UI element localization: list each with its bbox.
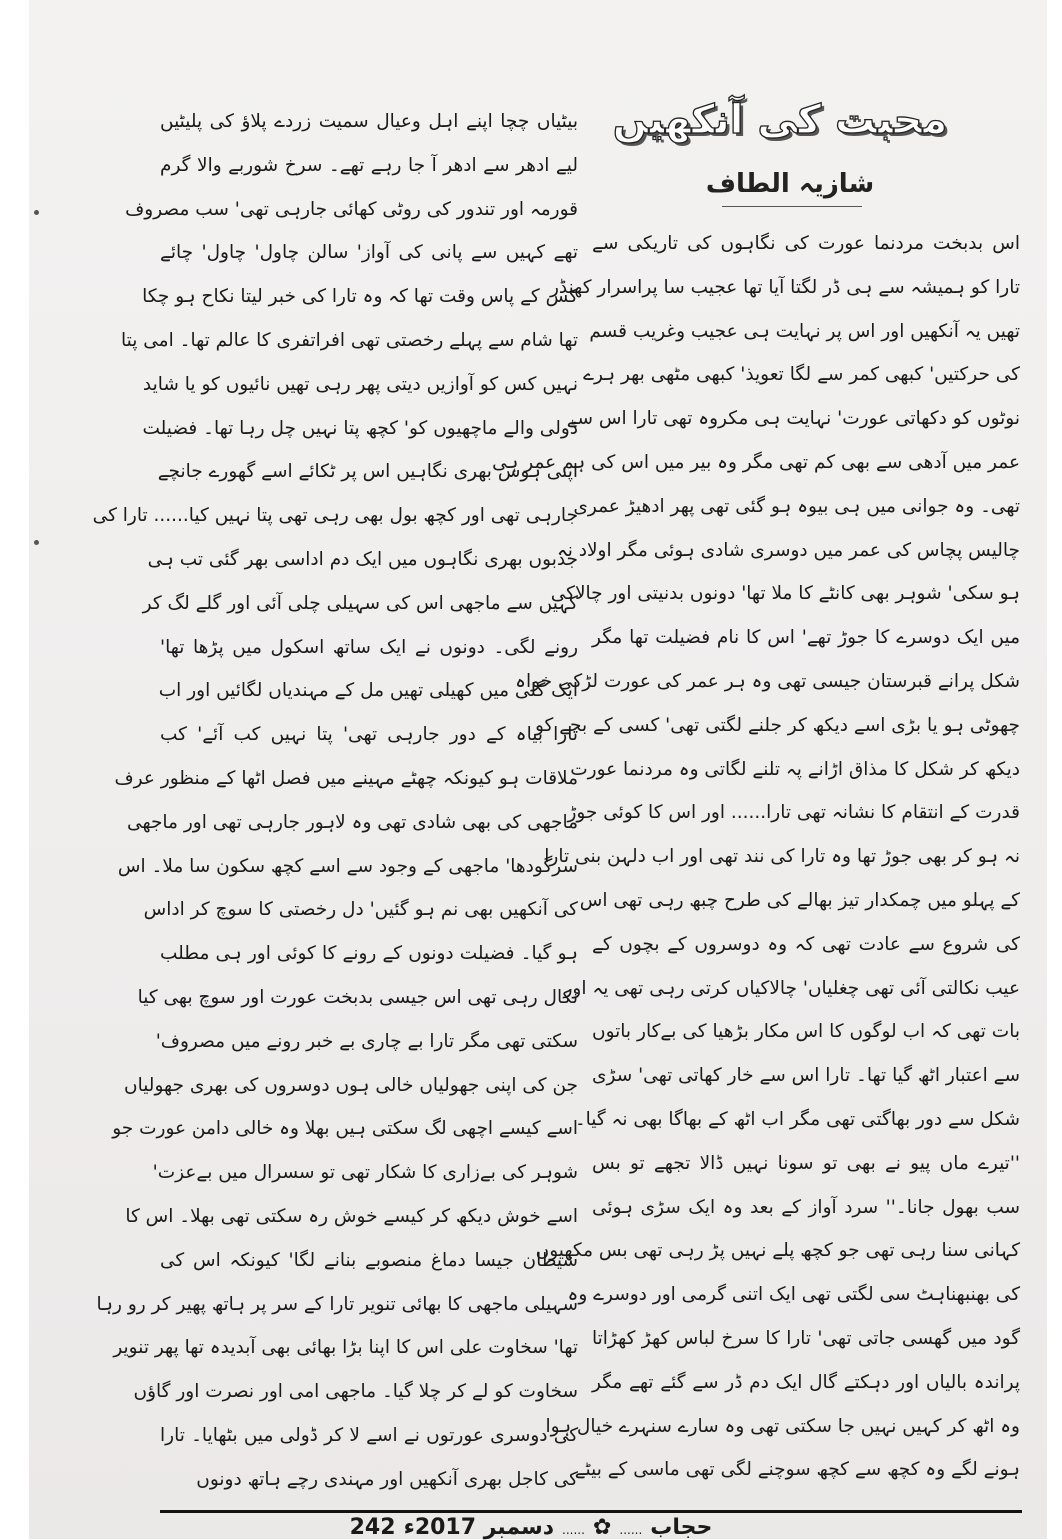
text-line: کہیں سے ماجھی اس کی سہیلی چلی آئی اور گلے لگ کر: [142, 592, 578, 614]
text-line: نہ ہو کر بھی جوڑ تھا وہ تارا کی نند تھی اور اب دلہن بنی تارا: [544, 846, 1020, 868]
text-line: نکال رہی تھی اس جیسی بدبخت عورت اور سوچ بھی کیا: [137, 986, 578, 1008]
text-line: تھیں یہ آنکھیں اور اس پر نہایت ہی عجیب وغریب قسم: [589, 320, 1020, 342]
text-line: ہو سکی' شوہر بھی کانٹے کا ملا تھا' دونوں بدنیتی اور چالاکی: [550, 583, 1020, 605]
text-line: اسے کیسے اچھی لگ سکتی ہیں بھلا وہ خالی دامن عورت جو: [112, 1118, 578, 1140]
text-line: ''تیرے ماں پیو نے بھی تو سونا نہیں ڈالا تجھے تو بس: [592, 1152, 1020, 1174]
text-line: تھے کہیں سے پانی کی آواز' سالن چاول' چاول' چائے: [160, 242, 578, 264]
text-line: رونے لگی۔ دونوں نے ایک ساتھ اسکول میں پڑھا تھا': [160, 636, 578, 658]
text-line: جذبوں بھری نگاہوں میں ایک دم اداسی بھر گئی تب ہی: [147, 548, 578, 570]
text-line: ماجھی کی بھی شادی تھی وہ لاہور جارہی تھی اور ماجھی: [127, 811, 578, 833]
text-line: تارا بیاہ کے دور جارہی تھی' پتا نہیں کب آئے' کب: [160, 724, 578, 746]
text-line: کی شروع سے عادت تھی کہ وہ دوسروں کے بچوں کے: [592, 933, 1020, 955]
text-line: لیے ادھر سے ادھر آ جا رہے تھے۔ سرخ شوربے والا گرم: [160, 154, 578, 176]
text-line: نوٹوں کو دکھاتی عورت' نہایت ہی مکروہ تھی تارا اس سے: [566, 408, 1020, 430]
text-column-left: [92, 100, 578, 1502]
text-line: اپنی ہوس بھری نگاہیں اس پر ٹکائے اسے گھورے جانچے: [157, 461, 578, 483]
text-line: چالیس پچاس کی عمر میں دوسری شادی ہوئی مگر اولاد نہ: [556, 539, 1020, 561]
text-line: تھا' سخاوت علی اس کا اپنا بڑا بھائی بھی آبدیدہ تھا پھر تنویر: [113, 1337, 578, 1359]
text-line: سہیلی ماجھی کا بھائی تنویر تارا کے سر پر ہاتھ پھیر کر رو رہا: [96, 1293, 578, 1315]
page-footer: [0, 1515, 1062, 1540]
text-line: وہ اٹھ کر کہیں نہیں جا سکتی تھی وہ سارے سنہرے خیال ہوا: [545, 1415, 1020, 1437]
article-author: شازیہ الطاف: [705, 169, 875, 199]
text-line: کی دوسری عورتوں نے اسے لا کر ڈولی میں بٹھایا۔ تارا: [160, 1424, 578, 1446]
text-line: جارہی تھی اور کچھ بول بھی رہی تھی پتا نہیں کیا...... تارا کی: [92, 505, 578, 527]
text-line: چھوٹی ہو یا بڑی اسے دیکھ کر جلنے لگتی تھی' کسی کے بچے کو: [534, 714, 1020, 736]
text-line: تھا شام سے پہلے رخصتی تھی افراتفری کا عالم تھا۔ امی پتا: [121, 329, 578, 351]
text-line: ہو گیا۔ فضیلت دونوں کے رونے کا کوئی اور ہی مطلب: [160, 943, 578, 965]
text-line: تارا کو ہمیشہ سے ہی ڈر لگتا آیا تھا عجیب سا پراسرار کھنڈر: [549, 276, 1020, 298]
text-line: کس کے پاس وقت تھا کہ وہ تارا کی خبر لیتا نکاح ہو چکا: [142, 286, 578, 308]
text-line: قدرت کے انتقام کا نشانہ تھی تارا...... اور اس کا کوئی جوڑ: [567, 802, 1020, 824]
scan-mark: [34, 210, 39, 215]
footer-rule: [160, 1510, 1022, 1513]
text-line: نہیں کس کو آوازیں دیتی پھر رہی تھیں نائیوں کو یا شاید: [142, 373, 578, 395]
text-line: کی بھنبھناہٹ سی لگتی تھی ایک اتنی گرمی اور دوسرے وہ: [567, 1284, 1020, 1306]
text-line: کی کاجل بھری آنکھیں اور مہندی رچے ہاتھ دونوں: [196, 1468, 578, 1490]
text-line: تھی۔ وہ جوانی میں ہی بیوہ ہو گئی تھی پھر ادھیڑ عمری: [573, 495, 1020, 517]
footer-dots: ......: [619, 1523, 643, 1537]
text-line: کی حرکتیں' کبھی کمر سے لگا تعویذ' کبھی مٹھی بھر ہرے: [583, 364, 1020, 386]
text-line: بات تھی کہ اب لوگوں کا اس مکار بڑھیا کی بےکار باتوں: [592, 1021, 1020, 1043]
issue-date: دسمبر 2017ء: [403, 1515, 555, 1540]
text-line: شوہر کی بےزاری کا شکار تھی تو سسرال میں بےعزت': [152, 1162, 578, 1184]
text-line: سخاوت کو لے کر چلا گیا۔ ماجھی امی اور نصرت اور گاؤں: [133, 1381, 578, 1403]
text-line: میں ایک دوسرے کا جوڑ تھے' اس کا نام فضیلت تھا مگر: [592, 627, 1020, 649]
text-line: شیطان جیسا دماغ منصوبے بنانے لگا' کیونکہ اس کی: [160, 1249, 578, 1271]
scan-mark: [34, 540, 39, 545]
text-line: دیکھ کر شکل کا مذاق اڑانے پہ تلنے لگاتی وہ مردنما عورت: [570, 758, 1020, 780]
text-line: کی آنکھیں بھی نم ہو گئیں' دل رخصتی کا سوچ کر اداس: [143, 899, 578, 921]
text-line: ملاقات ہو کیونکہ چھٹے مہینے میں فصل اٹھا کے منظور عرف: [114, 767, 578, 789]
text-line: بیٹیاں چچا اپنے اہل وعیال سمیت زردے پلاؤ کی پلیٹیں: [160, 111, 578, 132]
text-column-right: [492, 222, 1020, 1492]
article-title: محبت کی آنکھیں: [612, 97, 948, 143]
text-line: کہانی سنا رہی تھی جو کچھ پلے نہیں پڑ رہی تھی بس مکھیوں: [535, 1240, 1020, 1262]
text-line: سب بھول جانا۔'' سرد آواز کے بعد وہ ایک سڑی ہوئی: [592, 1196, 1020, 1218]
magazine-name: حجاب: [650, 1515, 713, 1540]
text-line: سکتی تھی مگر تارا بے چاری بے خبر رونے میں مصروف': [155, 1030, 578, 1052]
text-line: شکل پرانے قبرستان جیسی تھی وہ ہر عمر کی عورت لڑکی خواہ: [515, 670, 1020, 692]
text-line: ایک گلی میں کھیلی تھیں مل کے مہندیاں لگائیں اور اب: [158, 680, 578, 702]
text-line: سے اعتبار اٹھ گیا تھا۔ تارا اس سے خار کھاتی تھی' سڑی: [592, 1065, 1020, 1087]
text-line: سرگودھا' ماجھی کے وجود سے اسے کچھ سکون سا ملا۔ اس: [117, 855, 578, 877]
text-line: کے پہلو میں چمکدار تیز بھالے کی طرح چبھ رہی تھی اس: [579, 889, 1020, 911]
text-line: شکل سے دور بھاگتی تھی مگر اب اٹھ کے بھاگا بھی نہ گیا۔: [574, 1108, 1020, 1130]
text-line: جن کی اپنی جھولیاں خالی ہوں دوسروں کی بھری جھولیاں: [124, 1074, 578, 1096]
text-line: عمر میں آدھی سے بھی کم تھی مگر وہ بیر میں اس کی ہم عمر ہی: [492, 451, 1020, 473]
text-line: قورمہ اور تندور کی روٹی کھائی جارہی تھی' سب مصروف: [125, 198, 578, 220]
footer-dots: ......: [562, 1523, 585, 1537]
text-line: عیب نکالتی آئی تھی چغلیاں' چالاکیاں کرتی رہی تھی یہ اور: [563, 977, 1020, 999]
page-number: 242: [349, 1515, 396, 1540]
text-line: گود میں گھسی جاتی تھی' تارا کا سرخ لباس کھڑ کھڑاتا: [592, 1327, 1020, 1349]
text-line: اسے خوش دیکھ کر کیسے خوش رہ سکتی تھی بھلا۔ اس کا: [125, 1205, 578, 1227]
ornament-icon: ✿: [592, 1515, 612, 1540]
text-line: ڈولی والے ماچھیوں کو' کچھ پتا نہیں چل رہا تھا۔ فضیلت: [142, 417, 578, 439]
text-line: ہونے لگے وہ کچھ سے کچھ سوچنے لگی تھی ماسی کے بیٹے: [574, 1459, 1020, 1481]
author-underline: [722, 206, 862, 207]
text-line: پراندہ بالیاں اور دہکتے گال ایک دم ڈر سے گئے تھے مگر: [592, 1371, 1020, 1393]
text-line: اس بدبخت مردنما عورت کی نگاہوں کی تاریکی سے: [592, 233, 1020, 254]
